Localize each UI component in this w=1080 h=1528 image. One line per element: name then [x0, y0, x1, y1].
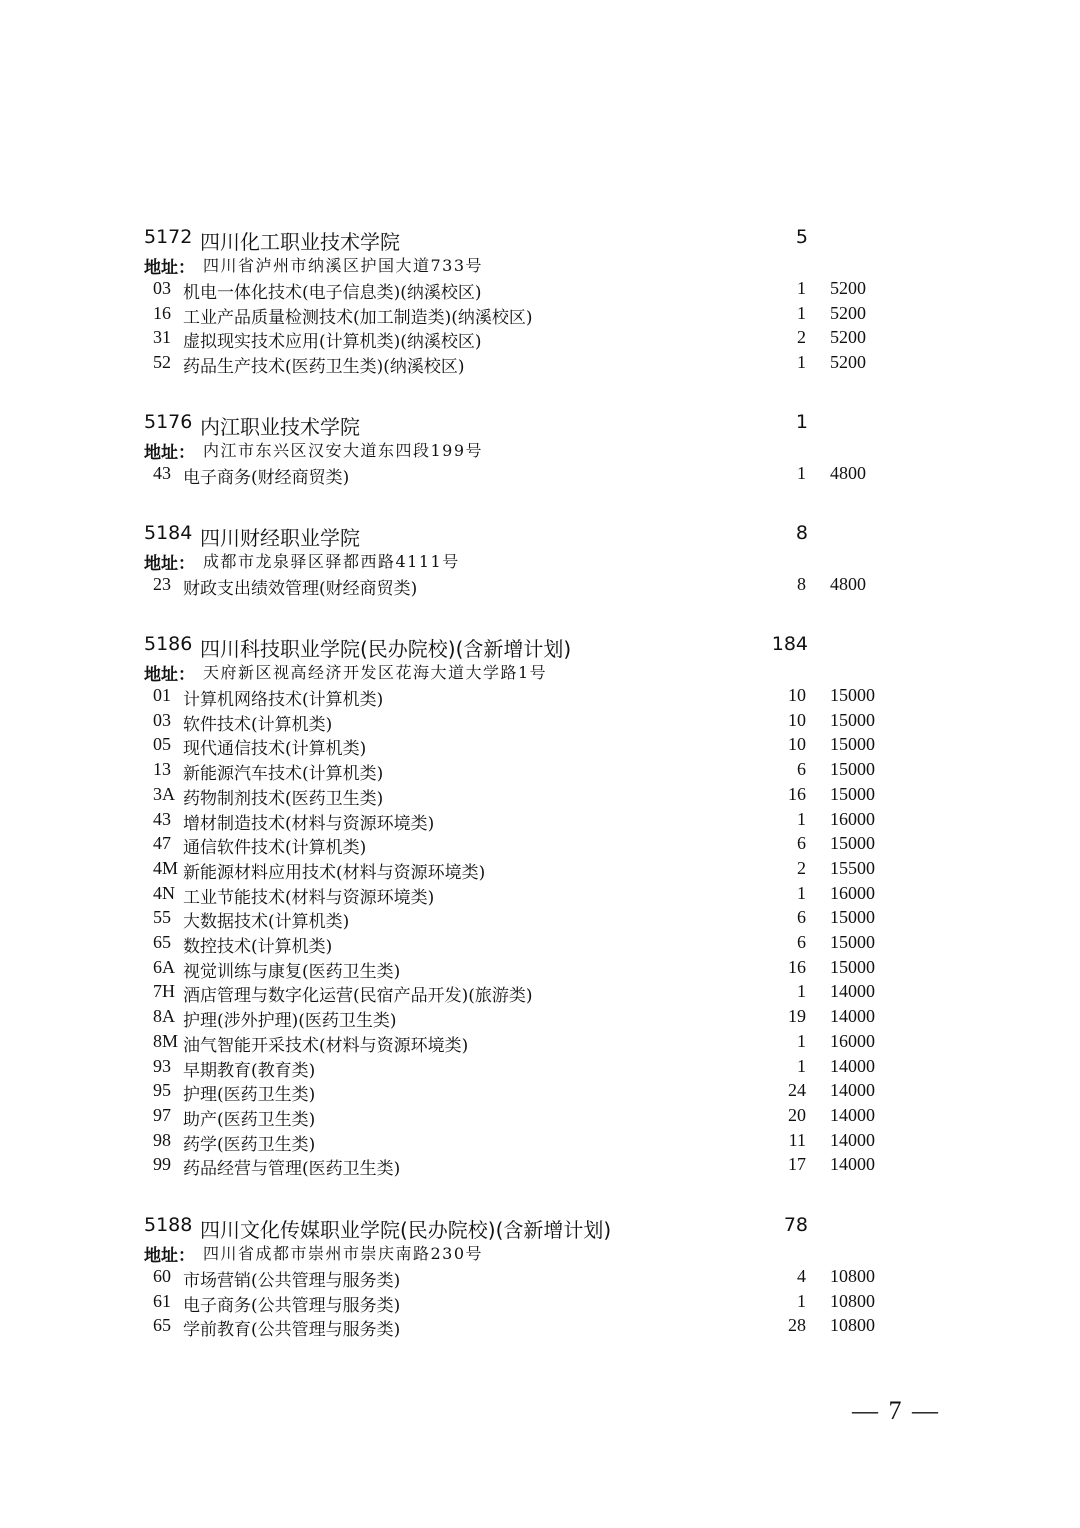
major-code: 99	[153, 1154, 171, 1175]
major-count: 1	[797, 352, 806, 373]
school-header	[0, 411, 1080, 437]
major-name: 护理(涉外护理)(医药卫生类)	[183, 1011, 397, 1032]
major-name: 新能源汽车技术(计算机类)	[183, 764, 384, 785]
major-code: 03	[153, 709, 171, 730]
major-count: 1	[797, 278, 806, 298]
major-count: 11	[788, 1129, 806, 1150]
major-fee: 14000	[830, 1104, 875, 1125]
school-code: 5184	[144, 522, 193, 544]
major-fee: 15500	[830, 857, 875, 878]
school-code: 5172	[144, 226, 193, 248]
address-label: 地址：	[144, 1246, 195, 1266]
major-code: 65	[153, 1315, 171, 1336]
major-fee: 15000	[830, 709, 875, 730]
major-code: 65	[153, 932, 171, 952]
major-code: 61	[153, 1290, 171, 1311]
major-code: 95	[153, 1080, 171, 1101]
major-name: 软件技术(计算机类)	[183, 714, 333, 735]
major-fee: 5200	[830, 302, 866, 323]
school-name: 四川科技职业学院(民办院校)(含新增计划)	[200, 637, 572, 661]
major-fee: 5200	[830, 352, 866, 373]
major-fee: 16000	[830, 882, 875, 903]
major-name: 酒店管理与数字化运营(民宿产品开发)(旅游类)	[183, 986, 533, 1007]
school-code: 5188	[144, 1214, 193, 1236]
major-code: 01	[153, 685, 171, 705]
major-count: 6	[797, 932, 806, 952]
major-count: 28	[788, 1315, 806, 1336]
major-name: 电子商务(财经商贸类)	[183, 468, 350, 488]
major-code: 4M	[153, 857, 179, 878]
major-name: 大数据技术(计算机类)	[183, 912, 350, 933]
school-total: 184	[771, 633, 808, 655]
major-code: 4N	[153, 882, 175, 903]
major-fee: 14000	[830, 1154, 875, 1175]
address-text: 四川省泸州市纳溪区护国大道733号	[203, 256, 484, 275]
major-fee: 16000	[830, 1030, 875, 1051]
major-name: 数控技术(计算机类)	[183, 937, 333, 957]
major-name: 早期教育(教育类)	[183, 1060, 316, 1081]
major-count: 17	[788, 1154, 806, 1175]
address-text: 天府新区视高经济开发区花海大道大学路1号	[203, 663, 548, 682]
major-fee: 15000	[830, 759, 875, 780]
school-header	[0, 633, 1080, 659]
major-count: 1	[797, 302, 806, 323]
school-total: 1	[795, 411, 808, 433]
major-count: 19	[788, 1006, 806, 1027]
major-count: 1	[797, 1055, 806, 1076]
address-text: 四川省成都市崇州市崇庆南路230号	[203, 1244, 484, 1263]
major-code: 93	[153, 1055, 171, 1076]
major-fee: 14000	[830, 981, 875, 1002]
major-code: 52	[153, 352, 171, 373]
major-name: 药物制剂技术(医药卫生类)	[183, 788, 384, 809]
major-name: 电子商务(公共管理与服务类)	[183, 1295, 401, 1316]
major-name: 虚拟现实技术应用(计算机类)(纳溪校区)	[183, 332, 482, 353]
major-name: 工业节能技术(材料与资源环境类)	[183, 887, 435, 908]
major-fee: 15000	[830, 734, 875, 755]
school-code: 5186	[144, 633, 193, 655]
major-name: 护理(医药卫生类)	[183, 1085, 316, 1106]
major-fee: 14000	[830, 1055, 875, 1076]
major-fee: 15000	[830, 932, 875, 952]
major-name: 视觉训练与康复(医药卫生类)	[183, 961, 401, 982]
major-code: 03	[153, 278, 171, 298]
major-count: 10	[788, 734, 806, 755]
major-code: 6A	[153, 956, 175, 977]
major-fee: 4800	[830, 463, 866, 483]
major-name: 财政支出绩效管理(财经商贸类)	[183, 579, 418, 599]
major-name: 助产(医药卫生类)	[183, 1109, 316, 1130]
major-code: 55	[153, 907, 171, 928]
major-fee: 14000	[830, 1080, 875, 1101]
major-fee: 15000	[830, 783, 875, 804]
school-code: 5176	[144, 411, 193, 433]
school-header	[0, 1214, 1080, 1240]
school-header	[0, 226, 1080, 252]
major-name: 增材制造技术(材料与资源环境类)	[183, 813, 435, 834]
major-code: 31	[153, 327, 171, 348]
major-fee: 15000	[830, 685, 875, 705]
major-name: 市场营销(公共管理与服务类)	[183, 1271, 401, 1291]
major-count: 1	[797, 808, 806, 829]
school-name: 四川文化传媒职业学院(民办院校)(含新增计划)	[200, 1218, 612, 1242]
major-name: 药品生产技术(医药卫生类)(纳溪校区)	[183, 357, 465, 378]
major-fee: 10800	[830, 1266, 875, 1286]
major-code: 8A	[153, 1006, 175, 1027]
major-name: 通信软件技术(计算机类)	[183, 838, 367, 859]
major-name: 工业产品质量检测技术(加工制造类)(纳溪校区)	[183, 307, 533, 328]
major-name: 计算机网络技术(计算机类)	[183, 690, 384, 710]
major-code: 43	[153, 808, 171, 829]
school-name: 四川财经职业学院	[200, 526, 360, 550]
major-count: 8	[797, 574, 806, 594]
major-fee: 5200	[830, 278, 866, 298]
major-fee: 10800	[830, 1315, 875, 1336]
major-code: 3A	[153, 783, 175, 804]
major-code: 43	[153, 463, 171, 483]
school-total: 78	[783, 1214, 808, 1236]
school-total: 5	[795, 226, 808, 248]
major-count: 4	[797, 1266, 806, 1286]
school-name: 内江职业技术学院	[200, 415, 360, 439]
major-code: 23	[153, 574, 171, 594]
address-label: 地址：	[144, 443, 195, 463]
major-count: 6	[797, 833, 806, 854]
major-name: 机电一体化技术(电子信息类)(纳溪校区)	[183, 283, 482, 303]
major-code: 8M	[153, 1030, 179, 1051]
major-fee: 15000	[830, 956, 875, 977]
major-count: 1	[797, 1290, 806, 1311]
major-fee: 16000	[830, 808, 875, 829]
major-code: 16	[153, 302, 171, 323]
major-count: 20	[788, 1104, 806, 1125]
major-name: 现代通信技术(计算机类)	[183, 739, 367, 760]
address-text: 内江市东兴区汉安大道东四段199号	[203, 441, 484, 460]
major-fee: 15000	[830, 907, 875, 928]
major-count: 1	[797, 981, 806, 1002]
major-count: 24	[788, 1080, 806, 1101]
major-code: 60	[153, 1266, 171, 1286]
major-count: 1	[797, 882, 806, 903]
school-name: 四川化工职业技术学院	[200, 230, 400, 254]
address-text: 成都市龙泉驿区驿都西路4111号	[203, 552, 460, 571]
major-fee: 15000	[830, 833, 875, 854]
major-count: 1	[797, 463, 806, 483]
major-code: 47	[153, 833, 171, 854]
major-count: 1	[797, 1030, 806, 1051]
major-name: 药学(医药卫生类)	[183, 1134, 316, 1155]
page-number: — 7 —	[852, 1396, 940, 1425]
major-name: 油气智能开采技术(材料与资源环境类)	[183, 1035, 469, 1056]
major-code: 97	[153, 1104, 171, 1125]
major-count: 10	[788, 709, 806, 730]
major-count: 6	[797, 907, 806, 928]
school-total: 8	[795, 522, 808, 544]
major-code: 7H	[153, 981, 175, 1002]
address-label: 地址：	[144, 258, 195, 278]
major-count: 2	[797, 857, 806, 878]
major-fee: 5200	[830, 327, 866, 348]
address-label: 地址：	[144, 554, 195, 574]
major-count: 16	[788, 783, 806, 804]
major-fee: 14000	[830, 1129, 875, 1150]
school-header	[0, 522, 1080, 548]
major-code: 05	[153, 734, 171, 755]
major-fee: 10800	[830, 1290, 875, 1311]
major-count: 2	[797, 327, 806, 348]
major-code: 98	[153, 1129, 171, 1150]
major-name: 新能源材料应用技术(材料与资源环境类)	[183, 862, 486, 883]
major-code: 13	[153, 759, 171, 780]
major-count: 6	[797, 759, 806, 780]
major-fee: 4800	[830, 574, 866, 594]
address-label: 地址：	[144, 665, 195, 685]
major-fee: 14000	[830, 1006, 875, 1027]
major-name: 药品经营与管理(医药卫生类)	[183, 1159, 401, 1180]
major-count: 10	[788, 685, 806, 705]
major-count: 16	[788, 956, 806, 977]
major-name: 学前教育(公共管理与服务类)	[183, 1320, 401, 1341]
